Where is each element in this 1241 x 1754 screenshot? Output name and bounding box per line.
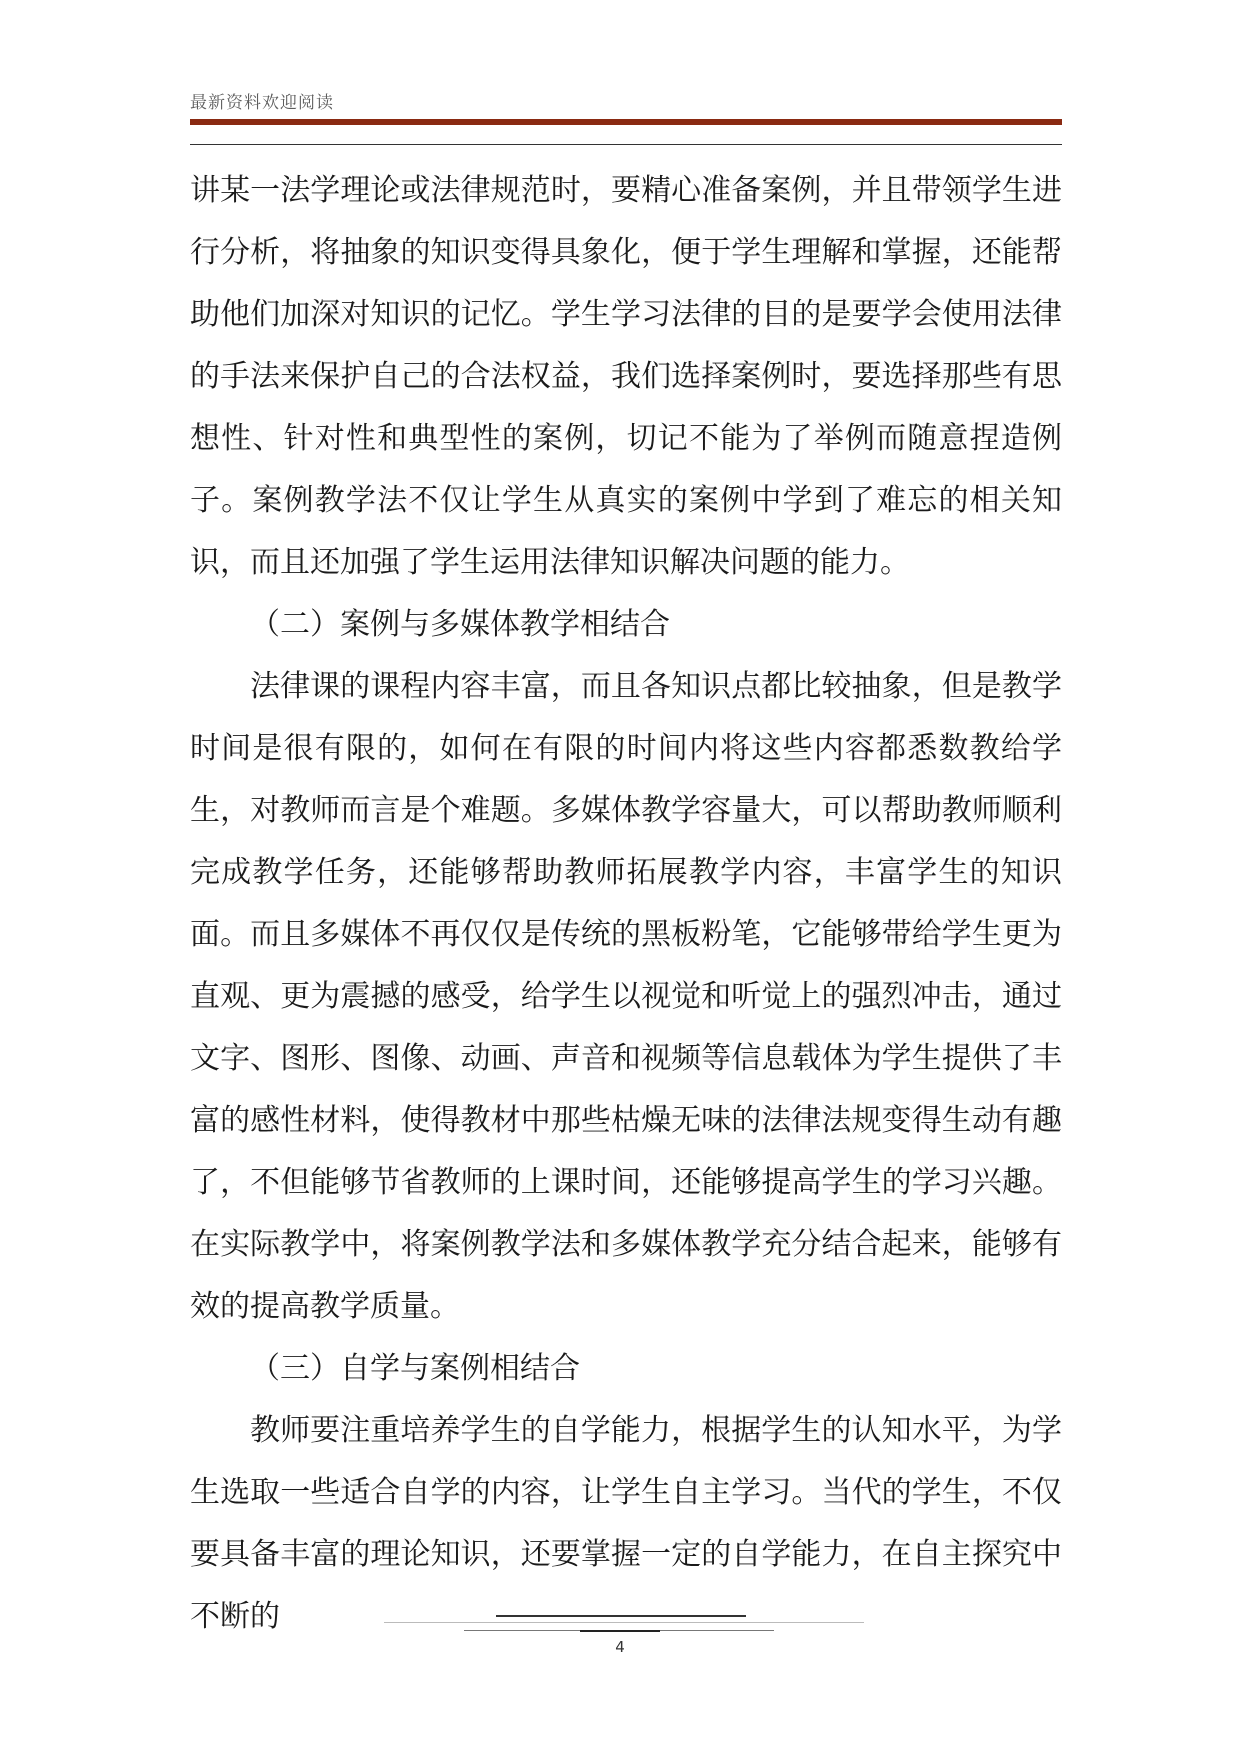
footer-rule-short <box>580 1630 660 1632</box>
paragraph-multimedia: 法律课的课程内容丰富，而且各知识点都比较抽象，但是教学时间是很有限的，如何在有限的时间内将这些内容都悉数教给学生，对教师而言是个难题。多媒体教学容量大，可以帮助教师顺利完成教学任务，还能够帮助教师拓展教学内容，丰富学生的知识面。而且多媒体不再仅仅是传统的黑板粉笔，它能够带给学生更为直观、更为震撼的感受，给学生以视觉和听觉上的强烈冲击，通过文字、图形、图像、动画、声音和视频等信息载体为学生提供了丰富的感性材料，使得教材中那些枯燥无味的法律法规变得生动有趣了，不但能够节省教师的上课时间，还能够提高学生的学习兴趣。在实际教学中，将案例教学法和多媒体教学充分结合起来，能够有效的提高教学质量。 <box>190 669 1062 1324</box>
footer-rule-top <box>496 1615 746 1617</box>
paragraph-self-study: 教师要注重培养学生的自学能力，根据学生的认知水平，为学生选取一些适合自学的内容，让学生自主学习。当代的学生，不仅要具备丰富的理论知识，还要掌握一定的自学能力，在自主探究中不断的 <box>190 1413 1062 1634</box>
page-header-title: 最新资料欢迎阅读 <box>190 93 334 113</box>
footer-rule-long <box>384 1622 864 1623</box>
document-body <box>190 160 1062 1648</box>
header-rule-thick <box>190 119 1062 125</box>
page-number: 4 <box>615 1638 625 1656</box>
header-rule-thin <box>190 144 1062 145</box>
paragraph-continuation: 讲某一法学理论或法律规范时，要精心准备案例，并且带领学生进行分析，将抽象的知识变得具象化，便于学生理解和掌握，还能帮助他们加深对知识的记忆。学生学习法律的目的是要学会使用法律的手法来保护自己的合法权益，我们选择案例时，要选择那些有思想性、针对性和典型性的案例，切记不能为了举例而随意捏造例子。案例教学法不仅让学生从真实的案例中学到了难忘的相关知识，而且还加强了学生运用法律知识解决问题的能力。 <box>190 173 1062 580</box>
section-heading-2: （二）案例与多媒体教学相结合 <box>250 607 670 642</box>
section-heading-3: （三）自学与案例相结合 <box>250 1351 580 1386</box>
